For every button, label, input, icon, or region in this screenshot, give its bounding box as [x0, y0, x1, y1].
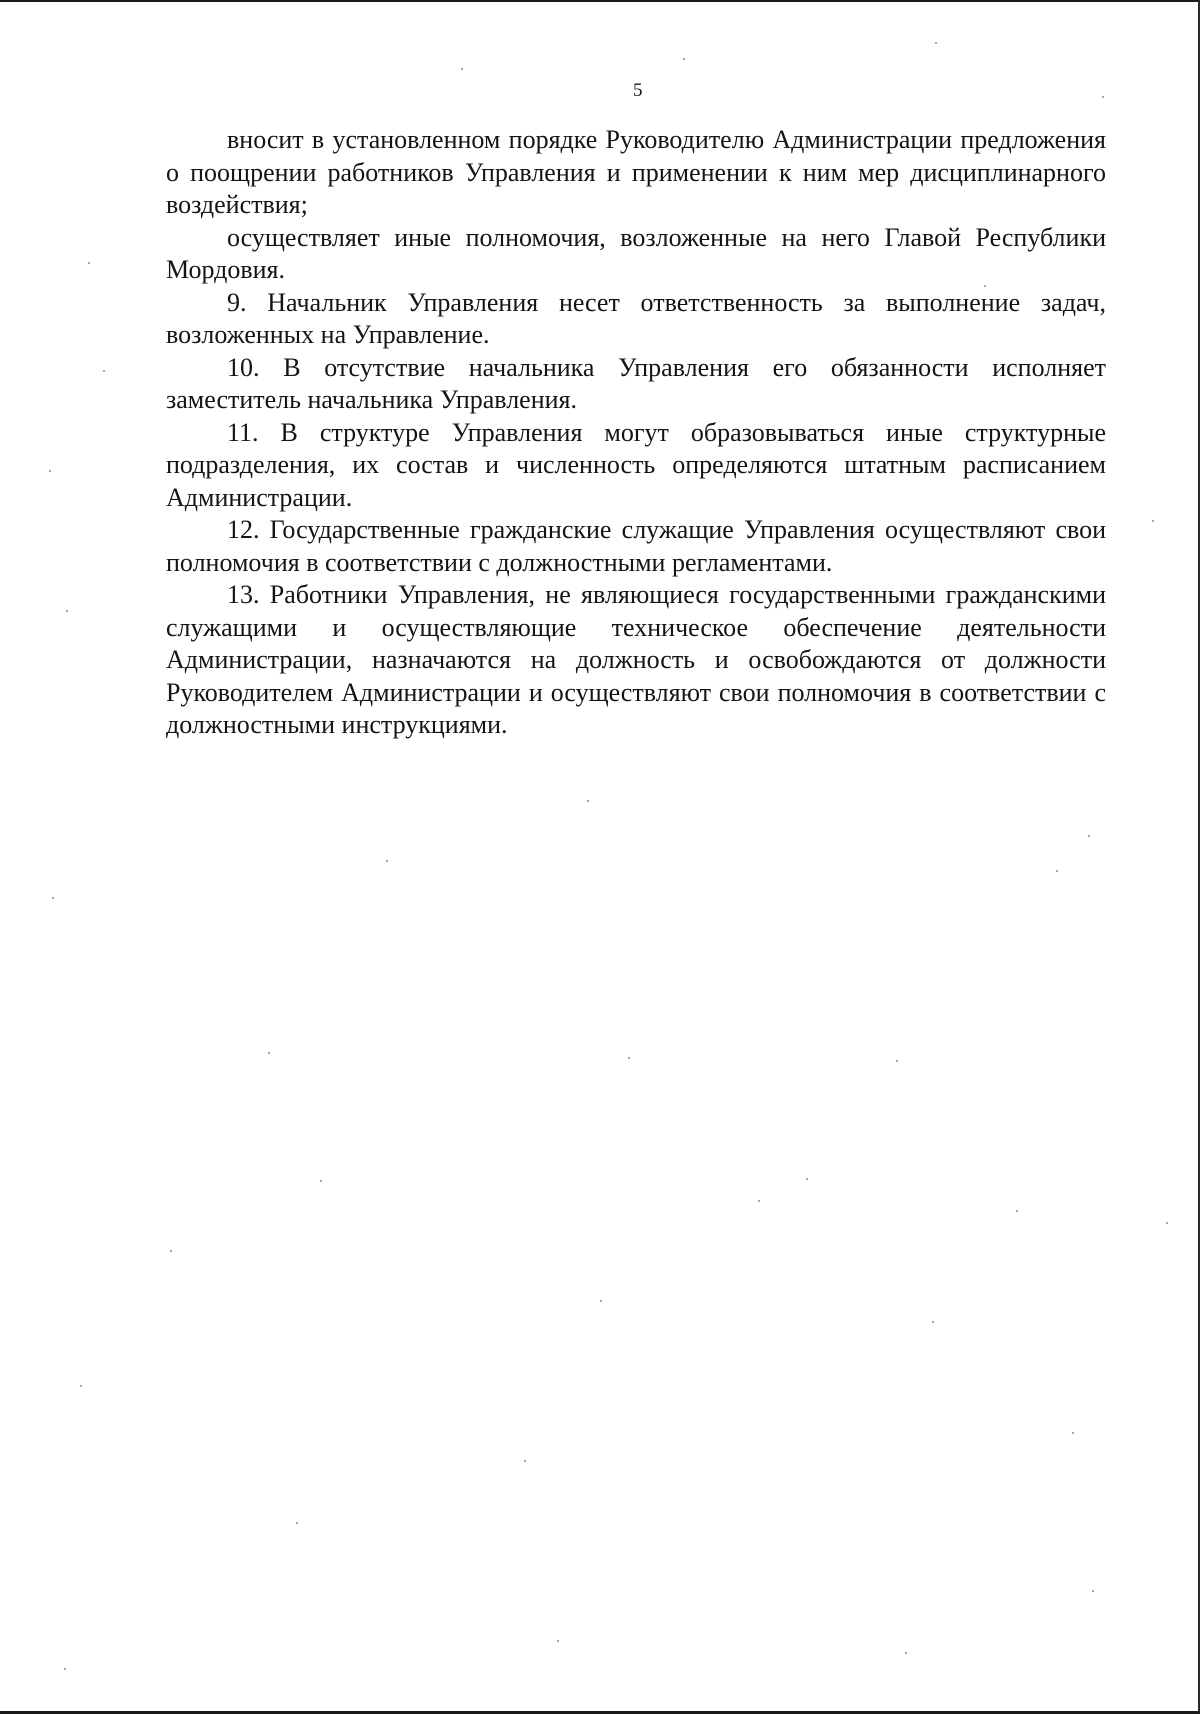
- scan-speck: [1152, 520, 1154, 522]
- scan-speck: [1092, 1590, 1094, 1592]
- page-number: 5: [633, 80, 643, 101]
- scan-speck: [935, 42, 937, 44]
- scan-speck: [80, 1385, 82, 1387]
- paragraph-other-powers: осуществляет иные полномочия, возложенные на него Главой Республики Мордовия.: [166, 222, 1106, 284]
- paragraph-disciplinary-proposals: вносит в установленном порядке Руководителю Администрации предложения о поощрении работников Управления и применении к ним мер дисциплинарного воздействия;: [166, 125, 1106, 219]
- scan-speck: [49, 470, 51, 472]
- scan-speck: [170, 1250, 172, 1252]
- scan-speck: [461, 68, 463, 70]
- paragraph-10-deputy: 10. В отсутствие начальника Управления его обязанности исполняет заместитель начальника Управления.: [166, 352, 1106, 414]
- scan-speck: [64, 1668, 66, 1670]
- scan-speck: [587, 800, 589, 802]
- scan-speck: [268, 1052, 270, 1054]
- paragraph-11-structure: 11. В структуре Управления могут образовываться иные структурные подразделения, их состав и численность определяются штатным расписанием Администрации.: [166, 417, 1106, 512]
- scan-speck: [600, 1300, 602, 1302]
- scan-speck: [1072, 1432, 1074, 1434]
- scan-speck: [628, 1057, 630, 1059]
- scan-speck: [905, 1652, 907, 1654]
- scan-speck: [1166, 1222, 1168, 1224]
- scan-speck: [557, 1640, 559, 1642]
- scan-speck: [1056, 870, 1058, 872]
- scan-speck: [1102, 96, 1104, 98]
- scan-speck: [52, 897, 54, 899]
- scan-speck: [103, 370, 105, 372]
- scan-speck: [296, 1522, 298, 1524]
- scan-speck: [896, 1060, 898, 1062]
- scan-speck: [932, 1321, 934, 1323]
- paragraph-9-responsibility: 9. Начальник Управления несет ответственность за выполнение задач, возложенных на Управление.: [166, 287, 1106, 349]
- scan-speck: [806, 1178, 808, 1180]
- scan-speck: [88, 262, 90, 264]
- scan-speck: [683, 58, 685, 60]
- scan-speck: [320, 1180, 322, 1182]
- scan-speck: [524, 1460, 526, 1462]
- scan-speck: [1088, 835, 1090, 837]
- scan-speck: [1016, 1210, 1018, 1212]
- scan-border-top: [0, 0, 1200, 2]
- scan-speck: [66, 610, 68, 612]
- scan-speck: [984, 285, 986, 287]
- paragraph-12-civil-servants: 12. Государственные гражданские служащие Управления осуществляют свои полномочия в соответствии с должностными регламентами.: [166, 515, 1106, 577]
- scan-speck: [758, 1200, 760, 1202]
- scan-speck: [386, 860, 388, 862]
- document-body: [166, 124, 1106, 742]
- paragraph-13-employees: 13. Работники Управления, не являющиеся государственными гражданскими служащими и осуществляющие техническое обеспечение деятельности Администрации, назначаются на должность и освобождаются от должности Руководителем Администрации и осуществляют свои полномочия в соответствии с должностными инструкциями.: [166, 580, 1106, 739]
